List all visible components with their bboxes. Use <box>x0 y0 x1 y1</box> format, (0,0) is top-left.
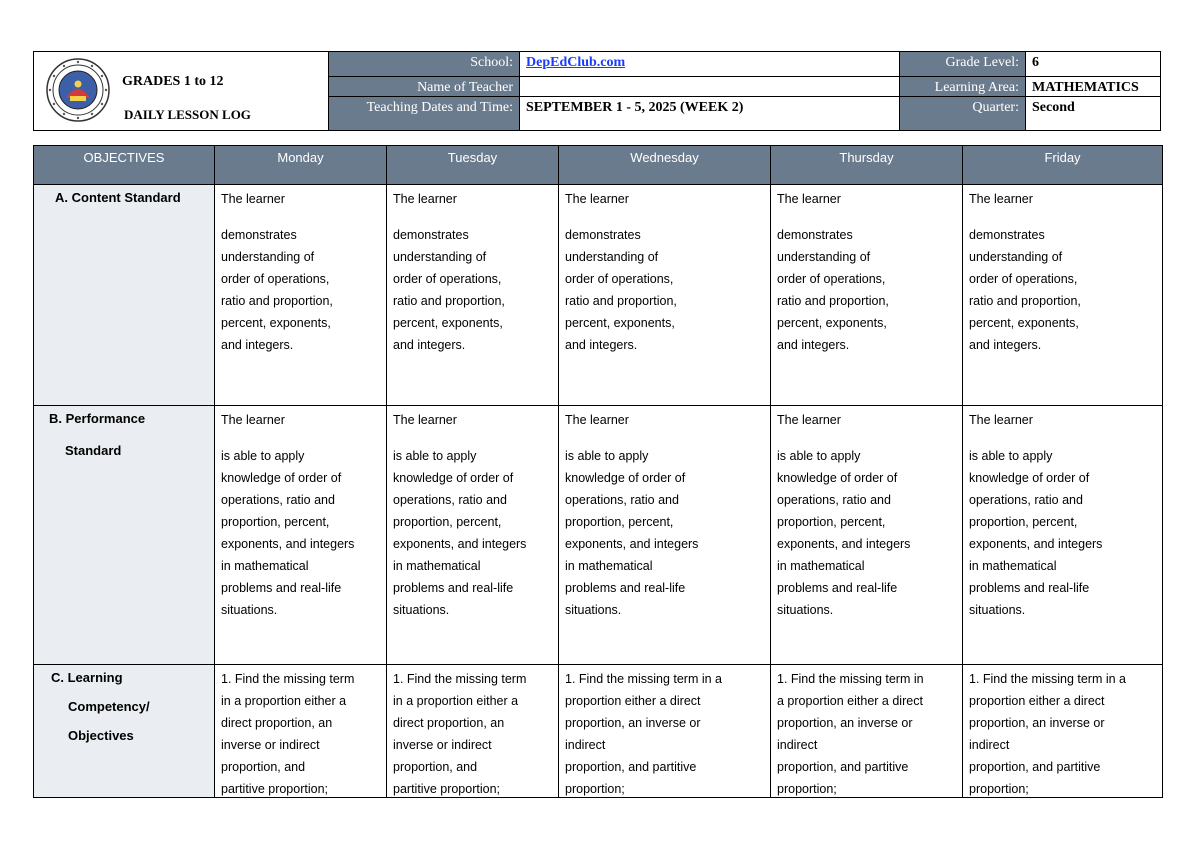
cell-line: proportion, percent, <box>969 515 1078 529</box>
cell-line: proportion, and partitive <box>777 760 909 774</box>
cell-line: operations, ratio and <box>565 493 679 507</box>
cell-line: and integers. <box>565 338 638 352</box>
teacher-value <box>520 77 900 97</box>
cell-line: operations, ratio and <box>221 493 335 507</box>
teaching-dates-label: Teaching Dates and Time: <box>329 97 520 130</box>
cell-line: understanding of <box>969 250 1063 264</box>
cell-line: proportion, an inverse or <box>969 716 1105 730</box>
header-title-block <box>34 52 329 130</box>
cell-line: proportion, and <box>221 760 306 774</box>
cell-line: ratio and proportion, <box>565 294 677 308</box>
learning-area-label: Learning Area: <box>900 77 1026 97</box>
cell-friday <box>963 665 1162 798</box>
cell-friday <box>963 185 1162 405</box>
cell-line: proportion, and partitive <box>969 760 1101 774</box>
cell-thursday <box>771 185 963 405</box>
cell-line: exponents, and integers <box>221 537 355 551</box>
cell-line: demonstrates <box>393 228 469 242</box>
grade-level-value: 6 <box>1026 52 1160 77</box>
cell-line: indirect <box>777 738 818 752</box>
cell-line: situations. <box>777 603 834 617</box>
cell-line: and integers. <box>777 338 850 352</box>
cell-line: is able to apply <box>221 449 305 463</box>
cell-line: in mathematical <box>221 559 309 573</box>
cell-wednesday <box>559 185 771 405</box>
cell-line: indirect <box>969 738 1010 752</box>
deped-seal-icon <box>46 58 110 122</box>
cell-line: The learner <box>777 413 841 427</box>
cell-line: exponents, and integers <box>777 537 911 551</box>
cell-line: operations, ratio and <box>777 493 891 507</box>
cell-line: knowledge of order of <box>393 471 514 485</box>
cell-line: ratio and proportion, <box>221 294 333 308</box>
cell-line: and integers. <box>393 338 466 352</box>
cell-line: proportion, percent, <box>393 515 502 529</box>
cell-line: demonstrates <box>777 228 853 242</box>
cell-line: and integers. <box>969 338 1042 352</box>
cell-line: a proportion either a direct <box>777 694 923 708</box>
col-header-friday: Friday <box>1044 150 1081 165</box>
cell-line: proportion, and <box>393 760 478 774</box>
teaching-dates-value: SEPTEMBER 1 - 5, 2025 (WEEK 2) <box>520 97 900 130</box>
cell-line: in mathematical <box>393 559 481 573</box>
cell-line: percent, exponents, <box>393 316 503 330</box>
cell-line: ratio and proportion, <box>969 294 1081 308</box>
cell-line: The learner <box>393 413 457 427</box>
row-label-line: Standard <box>65 443 122 458</box>
cell-line: knowledge of order of <box>969 471 1090 485</box>
cell-line: situations. <box>969 603 1026 617</box>
cell-line: The learner <box>777 192 841 206</box>
cell-line: percent, exponents, <box>221 316 331 330</box>
col-header-wednesday: Wednesday <box>559 146 771 184</box>
cell-line: proportion either a direct <box>969 694 1105 708</box>
cell-line: 1. Find the missing term <box>221 672 355 686</box>
cell-line: proportion, percent, <box>777 515 886 529</box>
cell-line: knowledge of order of <box>221 471 342 485</box>
cell-line: problems and real-life <box>221 581 342 595</box>
cell-line: situations. <box>393 603 450 617</box>
cell-wednesday <box>559 406 771 664</box>
cell-line: The learner <box>221 413 285 427</box>
cell-line: order of operations, <box>565 272 674 286</box>
cell-line: proportion, percent, <box>565 515 674 529</box>
daily-lesson-log-title: DAILY LESSON LOG <box>124 107 251 122</box>
header-info-grid <box>329 52 1160 130</box>
teacher-label: Name of Teacher <box>329 77 520 97</box>
cell-line: operations, ratio and <box>393 493 507 507</box>
cell-line: ratio and proportion, <box>777 294 889 308</box>
lesson-log-header <box>33 51 1161 131</box>
cell-line: demonstrates <box>565 228 641 242</box>
cell-line: is able to apply <box>565 449 649 463</box>
cell-line: demonstrates <box>221 228 297 242</box>
row-label-line: Competency/ <box>68 699 150 714</box>
cell-line: is able to apply <box>969 449 1053 463</box>
cell-line: understanding of <box>777 250 871 264</box>
cell-line: problems and real-life <box>393 581 514 595</box>
cell-line: percent, exponents, <box>777 316 887 330</box>
cell-line: knowledge of order of <box>565 471 686 485</box>
cell-line: in a proportion either a <box>393 694 519 708</box>
table-row <box>34 665 1162 798</box>
cell-line: order of operations, <box>777 272 886 286</box>
cell-line: 1. Find the missing term in a <box>969 672 1127 686</box>
school-value <box>520 52 900 77</box>
cell-line: proportion, an inverse or <box>777 716 913 730</box>
cell-line: proportion, and partitive <box>565 760 697 774</box>
cell-line: demonstrates <box>969 228 1045 242</box>
table-row <box>34 185 1162 406</box>
cell-monday <box>215 185 387 405</box>
cell-line: inverse or indirect <box>221 738 320 752</box>
cell-line: problems and real-life <box>565 581 686 595</box>
cell-line: understanding of <box>565 250 659 264</box>
cell-line: 1. Find the missing term in <box>777 672 924 686</box>
cell-line: order of operations, <box>969 272 1078 286</box>
cell-line: inverse or indirect <box>393 738 492 752</box>
cell-line: in a proportion either a <box>221 694 347 708</box>
row-label-content-standard <box>34 185 215 405</box>
row-label-line: Objectives <box>68 728 134 743</box>
cell-line: indirect <box>565 738 606 752</box>
cell-line: 1. Find the missing term <box>393 672 527 686</box>
quarter-value: Second <box>1032 100 1075 115</box>
cell-line: partitive proportion; <box>221 782 329 796</box>
cell-line: partitive proportion; <box>393 782 501 796</box>
cell-line: order of operations, <box>221 272 330 286</box>
cell-tuesday <box>387 406 559 664</box>
table-row <box>34 406 1162 665</box>
cell-line: The learner <box>565 413 629 427</box>
cell-line: The learner <box>221 192 285 206</box>
cell-line: The learner <box>969 413 1033 427</box>
cell-line: situations. <box>221 603 278 617</box>
cell-line: exponents, and integers <box>393 537 527 551</box>
row-label-line: C. Learning <box>51 670 123 685</box>
col-header-objectives: OBJECTIVES <box>34 146 215 184</box>
school-label: School: <box>329 52 520 77</box>
row-label-performance-standard <box>34 406 215 664</box>
cell-line: direct proportion, an <box>393 716 505 730</box>
cell-thursday <box>771 665 963 798</box>
quarter-label: Quarter: <box>900 97 1026 130</box>
cell-wednesday <box>559 665 771 798</box>
cell-line: The learner <box>565 192 629 206</box>
col-header-monday: Monday <box>215 146 387 184</box>
cell-line: The learner <box>393 192 457 206</box>
cell-tuesday <box>387 665 559 798</box>
row-label-line: B. Performance <box>49 411 146 426</box>
cell-line: 1. Find the missing term in a <box>565 672 723 686</box>
cell-thursday <box>771 406 963 664</box>
grade-level-label: Grade Level: <box>900 52 1026 77</box>
cell-line: is able to apply <box>777 449 861 463</box>
cell-line: understanding of <box>393 250 487 264</box>
cell-line: in mathematical <box>969 559 1057 573</box>
cell-line: ratio and proportion, <box>393 294 505 308</box>
cell-line: situations. <box>565 603 622 617</box>
cell-line: The learner <box>969 192 1033 206</box>
cell-line: and integers. <box>221 338 294 352</box>
cell-line: is able to apply <box>393 449 477 463</box>
cell-monday <box>215 406 387 664</box>
cell-line: in mathematical <box>565 559 653 573</box>
row-label-line: A. Content Standard <box>55 190 181 205</box>
cell-line: understanding of <box>221 250 315 264</box>
learning-area-value: MATHEMATICS <box>1026 77 1160 97</box>
cell-line: proportion; <box>969 782 1029 796</box>
cell-line: proportion; <box>565 782 625 796</box>
cell-line: percent, exponents, <box>565 316 675 330</box>
cell-tuesday <box>387 185 559 405</box>
cell-line: order of operations, <box>393 272 502 286</box>
col-header-thursday: Thursday <box>771 146 963 184</box>
cell-line: problems and real-life <box>777 581 898 595</box>
cell-line: direct proportion, an <box>221 716 333 730</box>
cell-line: proportion, an inverse or <box>565 716 701 730</box>
school-link[interactable]: DepEdClub.com <box>526 55 626 70</box>
table-header-row <box>34 146 1162 185</box>
cell-line: knowledge of order of <box>777 471 898 485</box>
cell-monday <box>215 665 387 798</box>
cell-line: in mathematical <box>777 559 865 573</box>
cell-line: problems and real-life <box>969 581 1090 595</box>
row-label-learning-competency <box>34 665 215 798</box>
cell-line: percent, exponents, <box>969 316 1079 330</box>
cell-line: proportion, percent, <box>221 515 330 529</box>
objectives-table <box>33 145 1163 798</box>
cell-line: proportion; <box>777 782 837 796</box>
cell-line: exponents, and integers <box>969 537 1103 551</box>
cell-line: operations, ratio and <box>969 493 1083 507</box>
col-header-tuesday: Tuesday <box>387 146 559 184</box>
cell-friday <box>963 406 1162 664</box>
grades-label: GRADES 1 to 12 <box>122 74 224 89</box>
cell-line: proportion either a direct <box>565 694 701 708</box>
cell-line: exponents, and integers <box>565 537 699 551</box>
